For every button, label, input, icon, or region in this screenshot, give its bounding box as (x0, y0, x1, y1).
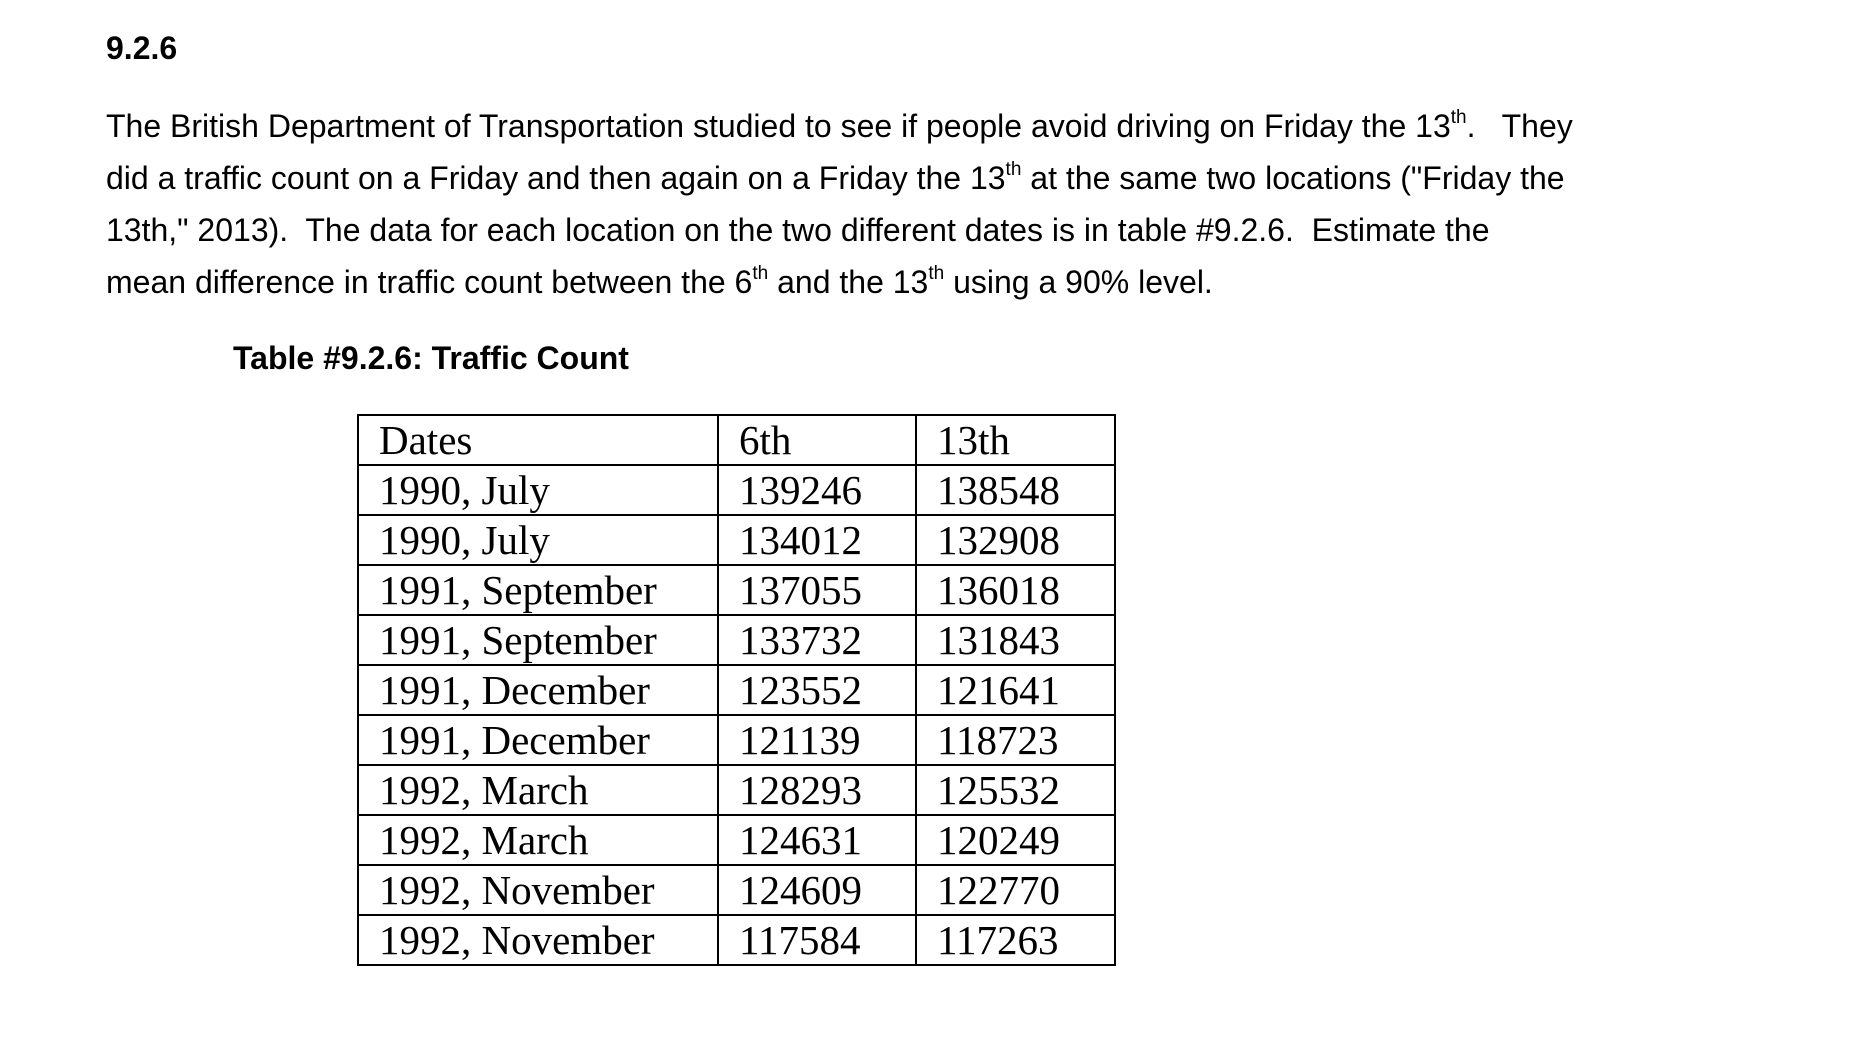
table-row (358, 765, 1115, 815)
count-6th-cell: 137055 (718, 565, 916, 615)
date-cell: 1992, March (358, 815, 718, 865)
table-row (358, 565, 1115, 615)
date-cell: 1991, September (358, 565, 718, 615)
table-caption: Table #9.2.6: Traffic Count (233, 340, 629, 376)
date-cell: 1990, July (358, 515, 718, 565)
count-6th-cell: 139246 (718, 465, 916, 515)
count-13th-cell: 125532 (916, 765, 1115, 815)
ordinal-suffix: th (1450, 107, 1467, 129)
problem-line-4-text-a: mean difference in traffic count between the 6 (106, 264, 753, 300)
problem-line-2-after: at the same two locations ("Friday the (1021, 160, 1565, 196)
table-row (358, 615, 1115, 665)
table-row (358, 515, 1115, 565)
problem-line-3 (106, 204, 1766, 256)
table-row (358, 465, 1115, 515)
table-row (358, 715, 1115, 765)
date-cell: 1991, December (358, 715, 718, 765)
problem-line-1 (106, 100, 1766, 152)
problem-line-1-after: . They (1466, 108, 1573, 144)
table-row (358, 815, 1115, 865)
count-13th-cell: 118723 (916, 715, 1115, 765)
count-13th-cell: 138548 (916, 465, 1115, 515)
problem-line-1-text: The British Department of Transportation studied to see if people avoid driving on Friday the 13 (106, 108, 1451, 144)
count-6th-cell: 123552 (718, 665, 916, 715)
count-13th-cell: 120249 (916, 815, 1115, 865)
header-cell-6th: 6th (718, 415, 916, 465)
date-cell: 1990, July (358, 465, 718, 515)
count-13th-cell: 132908 (916, 515, 1115, 565)
problem-line-2-text: did a traffic count on a Friday and then again on a Friday the 13 (106, 160, 1006, 196)
count-6th-cell: 133732 (718, 615, 916, 665)
problem-line-2 (106, 152, 1766, 204)
problem-line-4-after: using a 90% level. (944, 264, 1213, 300)
problem-line-4 (106, 256, 1766, 308)
table-row (358, 665, 1115, 715)
count-13th-cell: 122770 (916, 865, 1115, 915)
traffic-count-table (357, 414, 1116, 966)
count-6th-cell: 124631 (718, 815, 916, 865)
count-6th-cell: 124609 (718, 865, 916, 915)
date-cell: 1991, December (358, 665, 718, 715)
problem-statement (106, 100, 1766, 308)
problem-line-4-text-b: and the 13 (768, 264, 929, 300)
date-cell: 1992, November (358, 915, 718, 965)
count-13th-cell: 121641 (916, 665, 1115, 715)
header-cell-dates: Dates (358, 415, 718, 465)
header-cell-13th: 13th (916, 415, 1115, 465)
count-6th-cell: 117584 (718, 915, 916, 965)
date-cell: 1992, March (358, 765, 718, 815)
table-body (358, 415, 1115, 965)
problem-line-3-text: 13th," 2013). The data for each location on the two different dates is in table #9.2.6. Estimate the (106, 212, 1490, 248)
ordinal-suffix: th (752, 263, 769, 285)
count-13th-cell: 136018 (916, 565, 1115, 615)
table-header-row (358, 415, 1115, 465)
count-13th-cell: 131843 (916, 615, 1115, 665)
count-6th-cell: 128293 (718, 765, 916, 815)
count-13th-cell: 117263 (916, 915, 1115, 965)
table-row (358, 915, 1115, 965)
date-cell: 1991, September (358, 615, 718, 665)
ordinal-suffix: th (1005, 159, 1022, 181)
table-row (358, 865, 1115, 915)
count-6th-cell: 134012 (718, 515, 916, 565)
date-cell: 1992, November (358, 865, 718, 915)
ordinal-suffix: th (928, 263, 945, 285)
count-6th-cell: 121139 (718, 715, 916, 765)
section-number: 9.2.6 (106, 30, 178, 66)
